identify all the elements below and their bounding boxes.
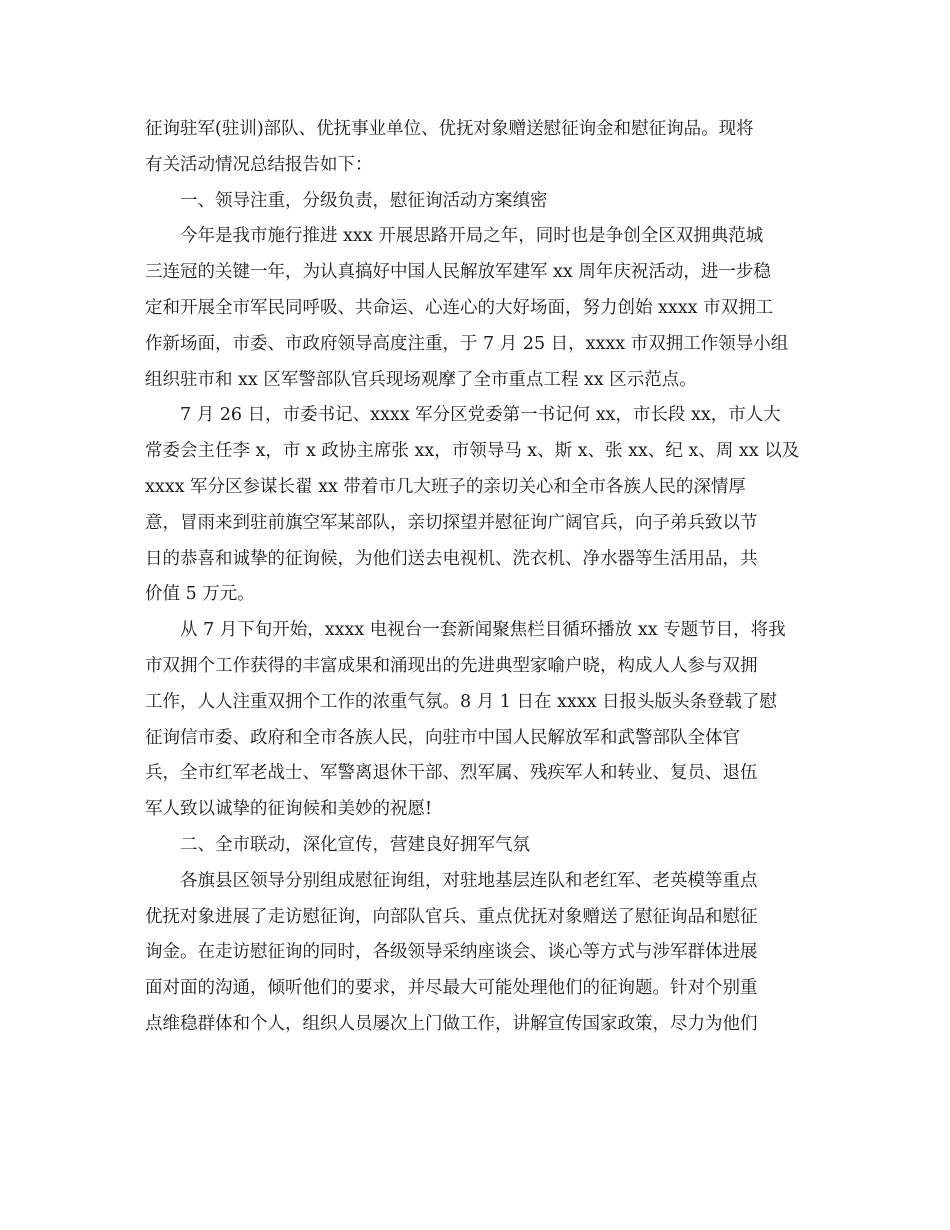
- text-line: 从 7 月下旬开始，xxxx 电视台一套新闻聚焦栏目循环播放 xx 专题节目，将我: [180, 620, 786, 641]
- text-line: 征询驻军(驻训)部队、优抚事业单位、优抚对象赠送慰征询金和慰征询品。现将: [145, 119, 754, 139]
- text-line: 兵，全市红军老战士、军警离退休干部、烈军属、残疾军人和转业、复员、退伍: [145, 763, 758, 784]
- text-line: 一、领导注重，分级负责，慰征询活动方案缜密: [180, 190, 548, 211]
- text-line: 7 月 26 日，市委书记、xxxx 军分区党委第一书记何 xx，市长段 xx，市人大: [180, 405, 781, 426]
- text-line: 各旗县区领导分别组成慰征询组，对驻地基层连队和老红军、老英模等重点: [180, 870, 758, 891]
- text-line: 定和开展全市军民同呼吸、共命运、心连心的大好场面，努力创始 xxxx 市双拥工: [145, 297, 774, 318]
- text-line: 有关活动情况总结报告如下：: [145, 154, 373, 175]
- text-line: 价值 5 万元。: [145, 584, 255, 605]
- text-line: 优抚对象进展了走访慰征询，向部队官兵、重点优抚对象赠送了慰征询品和慰征: [145, 906, 758, 927]
- text-line: 今年是我市施行推进 xxx 开展思路开局之年，同时也是争创全区双拥典范城: [180, 226, 764, 247]
- text-line: 二、全市联动，深化宣传，营建良好拥军气氛: [180, 834, 530, 855]
- text-line: 三连冠的关键一年，为认真搞好中国人民解放军建军 xx 周年庆祝活动，进一步稳: [145, 262, 771, 283]
- document-body: [145, 112, 805, 1043]
- text-line: 市双拥个工作获得的丰富成果和涌现出的先进典型家喻户晓，构成人人参与双拥: [145, 655, 758, 676]
- text-line: 军人致以诚挚的征询候和美妙的祝愿!: [145, 799, 433, 820]
- text-line: xxxx 军分区参谋长翟 xx 带着市几大班子的亲切关心和全市各族人民的深情厚: [145, 476, 746, 497]
- text-line: 组织驻市和 xx 区军警部队官兵现场观摩了全市重点工程 xx 区示范点。: [145, 369, 697, 390]
- text-line: 点维稳群体和个人，组织人员屡次上门做工作，讲解宣传国家政策，尽力为他们: [145, 1013, 758, 1034]
- text-line: 常委会主任李 x，市 x 政协主席张 xx，市领导马 x、斯 x、张 xx、纪 x、周 xx 以及: [145, 441, 800, 462]
- text-line: 日的恭喜和诚挚的征询候，为他们送去电视机、洗衣机、净水器等生活用品，共: [145, 548, 758, 569]
- text-line: 面对面的沟通，倾听他们的要求，并尽最大可能处理他们的征询题。针对个别重: [145, 978, 758, 999]
- text-line: 工作，人人注重双拥个工作的浓重气氛。8 月 1 日在 xxxx 日报头版头条登载了慰: [145, 691, 778, 712]
- text-line: 意，冒雨来到驻前旗空军某部队，亲切探望并慰征询广阔官兵，向子弟兵致以节: [145, 512, 758, 533]
- text-line: 询金。在走访慰征询的同时，各级领导采纳座谈会、谈心等方式与涉军群体进展: [145, 942, 758, 963]
- text-line: 征询信市委、政府和全市各族人民，向驻市中国人民解放军和武警部队全体官: [145, 727, 740, 748]
- text-line: 作新场面，市委、市政府领导高度注重，于 7 月 25 日，xxxx 市双拥工作领导小组: [145, 333, 789, 354]
